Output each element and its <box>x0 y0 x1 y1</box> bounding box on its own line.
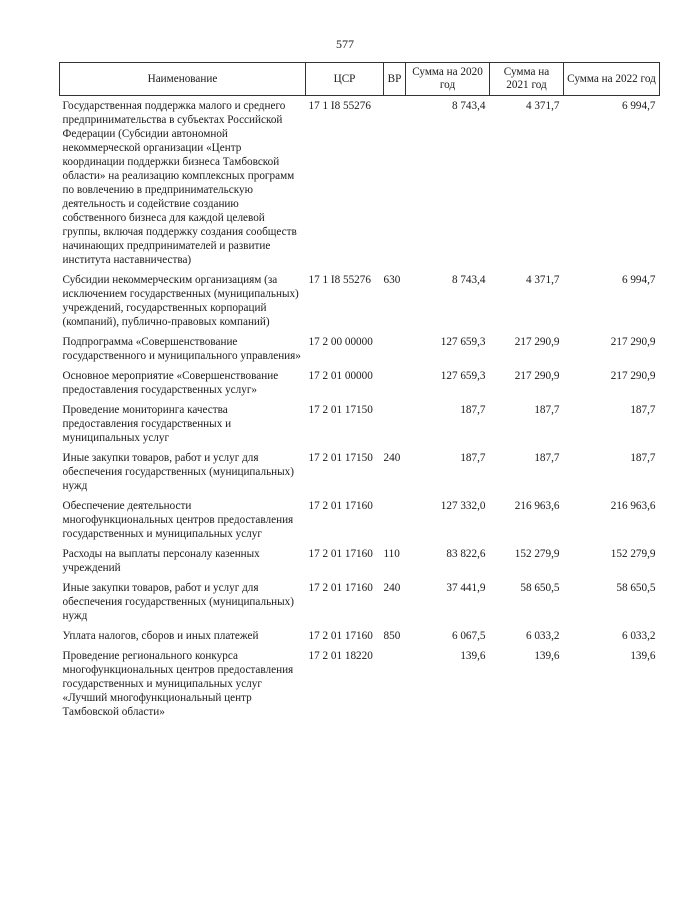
table-row <box>60 400 660 448</box>
row-csr: 17 2 01 17150 <box>308 452 373 464</box>
row-sum-2021: 216 963,6 <box>514 500 560 512</box>
row-name: Государственная поддержка малого и среднего предпринимательства в субъектах Российской Федерации (Субсидии автономной некоммерческой организации «Центр координации поддержки бизнеса Тамбовской области» на реализацию комплексных программ по вовлечению в предпринимательскую деятельность и содействие созданию собственного бизнеса для каждой целевой группы, включая поддержку создания сообществ начинающих предпринимателей и развитие института наставничества) <box>62 100 297 266</box>
row-vr: 630 <box>383 274 401 286</box>
table-row <box>60 96 660 271</box>
row-name: Проведение мониторинга качества предоставления государственных и муниципальных услуг <box>62 404 232 444</box>
row-sum-2020: 8 743,4 <box>451 100 486 112</box>
row-sum-2020: 127 659,3 <box>440 370 486 382</box>
header-csr: ЦСР <box>306 63 384 96</box>
row-vr <box>384 400 406 448</box>
row-name: Подпрограмма «Совершенствование государственного и муниципального управления» <box>62 336 301 362</box>
row-name: Обеспечение деятельности многофункциональных центров предоставления государственных и муниципальных услуг <box>62 500 294 540</box>
row-vr: 850 <box>383 630 401 642</box>
table-header <box>60 63 660 96</box>
row-name: Иные закупки товаров, работ и услуг для обеспечения государственных (муниципальных) нужд <box>62 452 294 492</box>
header-name: Наименование <box>60 63 306 96</box>
row-sum-2020: 6 067,5 <box>451 630 486 642</box>
table-row <box>60 332 660 366</box>
row-sum-2022: 139,6 <box>630 650 656 662</box>
table-row <box>60 496 660 544</box>
row-vr: 110 <box>383 548 400 560</box>
row-sum-2020: 127 332,0 <box>440 500 486 512</box>
table-row <box>60 646 660 722</box>
row-name: Иные закупки товаров, работ и услуг для обеспечения государственных (муниципальных) нужд <box>62 582 294 622</box>
row-sum-2020: 8 743,4 <box>451 274 486 286</box>
row-sum-2021: 217 290,9 <box>514 370 560 382</box>
row-sum-2022: 6 994,7 <box>621 100 656 112</box>
row-csr: 17 2 00 00000 <box>308 336 373 348</box>
table-row <box>60 578 660 626</box>
row-sum-2022: 187,7 <box>630 452 656 464</box>
row-sum-2021: 6 033,2 <box>525 630 560 642</box>
row-sum-2020: 187,7 <box>460 404 486 416</box>
row-sum-2020: 83 822,6 <box>446 548 486 560</box>
row-sum-2022: 187,7 <box>630 404 656 416</box>
row-csr: 17 2 01 18220 <box>308 650 373 662</box>
table-row <box>60 366 660 400</box>
table-row <box>60 626 660 646</box>
row-csr: 17 2 01 00000 <box>308 370 373 382</box>
row-sum-2021: 58 650,5 <box>520 582 560 594</box>
row-vr: 240 <box>383 582 401 594</box>
page-number: 577 <box>336 37 354 51</box>
row-sum-2022: 152 279,9 <box>610 548 656 560</box>
table-body <box>60 96 660 723</box>
row-csr: 17 2 01 17160 <box>308 630 373 642</box>
row-vr <box>384 496 406 544</box>
row-sum-2020: 127 659,3 <box>440 336 486 348</box>
row-csr: 17 2 01 17150 <box>308 404 373 416</box>
row-sum-2021: 4 371,7 <box>525 274 560 286</box>
row-csr: 17 1 I8 55276 <box>308 100 371 112</box>
row-name: Уплата налогов, сборов и иных платежей <box>62 630 259 642</box>
row-name: Основное мероприятие «Совершенствование предоставления государственных услуг» <box>62 370 279 396</box>
row-csr: 17 2 01 17160 <box>308 548 373 560</box>
table-row <box>60 270 660 332</box>
row-sum-2022: 6 994,7 <box>621 274 656 286</box>
row-sum-2020: 139,6 <box>460 650 486 662</box>
row-sum-2022: 216 963,6 <box>610 500 656 512</box>
row-sum-2021: 187,7 <box>534 404 560 416</box>
row-sum-2021: 217 290,9 <box>514 336 560 348</box>
budget-table <box>59 62 660 722</box>
table-row <box>60 544 660 578</box>
header-sum-2021: Сумма на 2021 год <box>490 63 564 96</box>
row-sum-2021: 4 371,7 <box>525 100 560 112</box>
row-vr <box>384 646 406 722</box>
row-sum-2020: 37 441,9 <box>446 582 486 594</box>
row-sum-2022: 6 033,2 <box>621 630 656 642</box>
header-sum-2022: Сумма на 2022 год <box>564 63 660 96</box>
header-vr: ВР <box>384 63 406 96</box>
row-sum-2022: 217 290,9 <box>610 370 656 382</box>
row-sum-2020: 187,7 <box>460 452 486 464</box>
row-csr: 17 2 01 17160 <box>308 500 373 512</box>
row-vr: 240 <box>383 452 401 464</box>
header-sum-2020: Сумма на 2020 год <box>406 63 490 96</box>
row-sum-2022: 217 290,9 <box>610 336 656 348</box>
row-sum-2021: 187,7 <box>534 452 560 464</box>
row-csr: 17 1 I8 55276 <box>308 274 371 286</box>
row-vr <box>384 332 406 366</box>
row-name: Расходы на выплаты персоналу казенных учреждений <box>62 548 260 574</box>
row-name: Проведение регионального конкурса многофункциональных центров предоставления государственных и муниципальных услуг «Лучший многофункциональный центр Тамбовской области» <box>62 650 294 718</box>
row-csr: 17 2 01 17160 <box>308 582 373 594</box>
row-sum-2021: 139,6 <box>534 650 560 662</box>
table-row <box>60 448 660 496</box>
row-name: Субсидии некоммерческим организациям (за исключением государственных (муниципальных) учреждений, государственных корпораций (компаний), публично-правовых компаний) <box>62 274 299 328</box>
row-sum-2021: 152 279,9 <box>514 548 560 560</box>
row-vr <box>384 366 406 400</box>
row-sum-2022: 58 650,5 <box>616 582 656 594</box>
row-vr <box>384 96 406 271</box>
